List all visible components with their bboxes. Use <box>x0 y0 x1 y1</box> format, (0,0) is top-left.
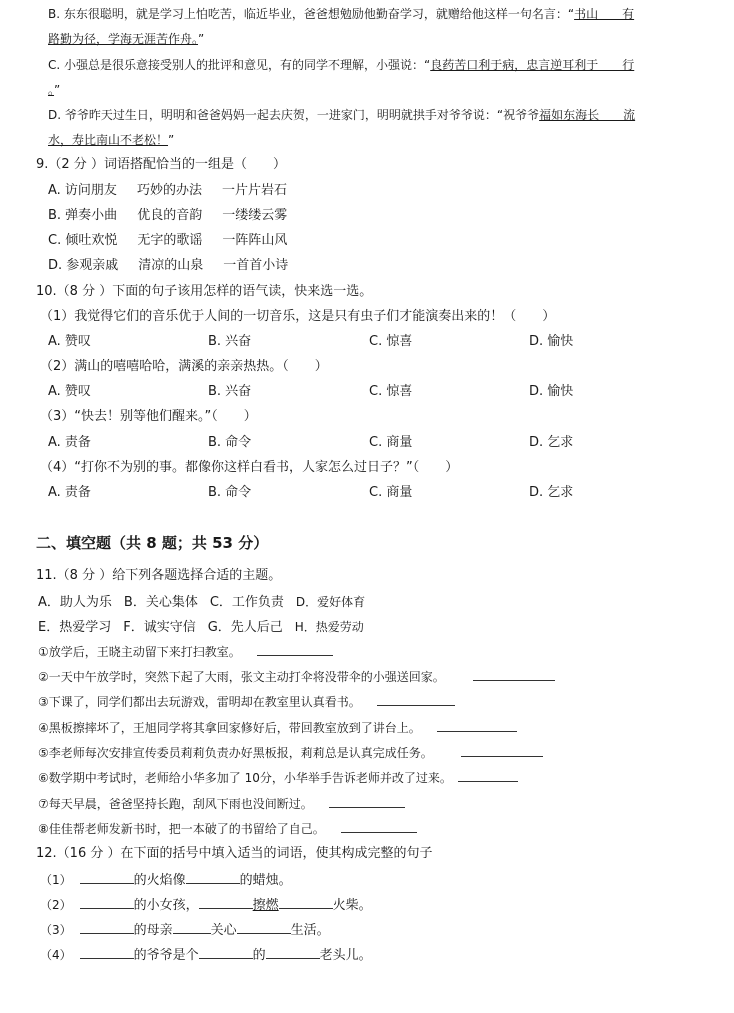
q11-item-1 <box>38 644 333 660</box>
q10-stem: 10.（8 分 ）下面的句子该用怎样的语气读，快来选一选。 <box>36 284 373 299</box>
q12-4-blank-1[interactable] <box>80 947 134 959</box>
q12-2-part-3: 火柴。 <box>332 898 372 913</box>
q12-1-part-1: 的火焰像 <box>133 873 186 888</box>
q10-sub3-option-d[interactable]: D. 乞求 <box>529 435 574 450</box>
q12-stem: 12.（16 分 ）在下面的括号中填入适当的词语，使其构成完整的句子 <box>36 846 433 861</box>
q11-themes-row1 <box>38 594 365 611</box>
theme-h: H．热爱劳动 <box>294 620 364 634</box>
q11-item-7 <box>38 796 405 812</box>
q9-c-w3: 一阵阵山风 <box>222 233 288 248</box>
q11-item-8 <box>38 821 417 837</box>
q8-b-end: ” <box>198 32 205 46</box>
q12-3-blank-3[interactable] <box>237 922 291 934</box>
q12-4-part-1: 的爷爷是个 <box>133 948 199 963</box>
q10-sub4-option-d[interactable]: D. 乞求 <box>529 485 574 500</box>
q11-item-1-text: ①放学后，王晓主动留下来打扫教室。 <box>38 645 241 659</box>
q11-answer-2[interactable] <box>473 669 555 681</box>
q10-sub2-option-a[interactable]: A. 赞叹 <box>48 384 91 399</box>
q11-item-3-text: ③下课了，同学们都出去玩游戏，雷明却在教室里认真看书。 <box>38 695 361 709</box>
q11-item-4-text: ④黑板擦摔坏了，王旭同学将其拿回家修好后，带回教室放到了讲台上。 <box>38 721 421 735</box>
q9-stem: 9.（2 分 ）词语搭配恰当的一组是（ ） <box>36 157 286 172</box>
q12-3-part-1: 的母亲 <box>133 923 173 938</box>
q8-d-end: ” <box>168 133 175 147</box>
q10-sub3-option-c[interactable]: C. 商量 <box>369 435 413 450</box>
q9-d-w3: 一首首小诗 <box>223 258 289 273</box>
q12-item-4 <box>40 947 372 964</box>
q10-sub4-option-c[interactable]: C. 商量 <box>369 485 413 500</box>
q11-answer-3[interactable] <box>377 694 455 706</box>
q10-sub2: （2）满山的嘻嘻哈哈，满溪的亲亲热热。（ ） <box>40 359 328 374</box>
q8-c-text: C. 小强总是很乐意接受别人的批评和意见，有的同学不理解，小强说：“ <box>48 58 431 72</box>
q11-themes-row2 <box>38 619 364 636</box>
q8-b-quote-cont: 路勤为径，学海无涯苦作舟。 <box>48 32 199 46</box>
q9-a-w1: A. 访问朋友 <box>48 183 117 198</box>
q11-item-6 <box>38 770 518 786</box>
q12-2-blank-3[interactable] <box>279 897 333 909</box>
q8-option-d-cont <box>48 132 174 148</box>
q11-answer-1[interactable] <box>257 644 333 656</box>
q11-answer-4[interactable] <box>437 720 517 732</box>
q9-a-w3: 一片片岩石 <box>221 183 287 198</box>
q11-item-7-text: ⑦每天早晨，爸爸坚持长跑，刮风下雨也没间断过。 <box>38 797 313 811</box>
q8-option-d <box>48 107 635 123</box>
q12-1-blank-1[interactable] <box>80 872 134 884</box>
q12-3-part-2: 关心 <box>210 923 237 938</box>
q9-d-w1: D. 参观亲戚 <box>48 258 119 273</box>
q10-sub4-option-a[interactable]: A. 责备 <box>48 485 91 500</box>
q11-answer-8[interactable] <box>341 821 417 833</box>
q11-answer-5[interactable] <box>461 745 543 757</box>
q12-4-part-3: 老头儿。 <box>319 948 372 963</box>
q11-item-5 <box>38 745 543 761</box>
theme-a: A．助人为乐 <box>38 595 112 610</box>
q8-c-quote: 良药苦口利于病，忠言逆耳利于 行 <box>430 58 635 72</box>
q10-sub3-option-a[interactable]: A. 责备 <box>48 435 91 450</box>
q10-sub1: （1）我觉得它们的音乐优于人间的一切音乐，这是只有虫子们才能演奏出来的！（ ） <box>40 309 556 324</box>
q11-item-5-text: ⑤李老师每次安排宣传委员莉莉负责办好黑板报，莉莉总是认真完成任务。 <box>38 746 433 760</box>
q8-option-b-cont <box>48 31 204 47</box>
q12-4-part-2: 的 <box>252 948 266 963</box>
q9-b-w2: 优良的音韵 <box>137 208 203 223</box>
q11-stem: 11.（8 分 ）给下列各题选择合适的主题。 <box>36 568 282 583</box>
q11-item-2-text: ②一天中午放学时，突然下起了大雨，张文主动打伞将没带伞的小强送回家。 <box>38 670 445 684</box>
q12-item-2-num: （2） <box>40 898 72 912</box>
theme-b: B．关心集体 <box>123 595 198 610</box>
q12-item-3 <box>40 922 330 939</box>
q9-option-c[interactable] <box>48 233 287 249</box>
q10-sub2-option-b[interactable]: B. 兴奋 <box>208 384 252 399</box>
q12-2-blank-2[interactable] <box>199 897 253 909</box>
theme-c: C．工作负责 <box>209 595 284 610</box>
q11-item-4 <box>38 720 517 736</box>
q8-d-quote-cont: 水，寿比南山不老松！ <box>48 133 169 147</box>
q12-2-part-2: 擦燃 <box>252 898 279 913</box>
q12-2-blank-1[interactable] <box>80 897 134 909</box>
q8-c-quote-cont: 。 <box>48 83 55 97</box>
q8-option-c-cont <box>48 82 60 98</box>
q9-option-a[interactable] <box>48 183 287 199</box>
q8-option-b <box>48 6 634 22</box>
q10-sub3-option-b[interactable]: B. 命令 <box>208 435 252 450</box>
q10-sub1-option-b[interactable]: B. 兴奋 <box>208 334 252 349</box>
q12-3-blank-2[interactable] <box>173 922 211 934</box>
q12-1-blank-2[interactable] <box>186 872 240 884</box>
q11-answer-7[interactable] <box>329 796 405 808</box>
q12-item-2 <box>40 897 372 914</box>
q10-sub2-option-c[interactable]: C. 惊喜 <box>369 384 413 399</box>
q10-sub4-option-b[interactable]: B. 命令 <box>208 485 252 500</box>
q9-option-b[interactable] <box>48 208 287 224</box>
q10-sub1-option-c[interactable]: C. 惊喜 <box>369 334 413 349</box>
theme-f: F．诚实守信 <box>123 620 196 635</box>
q10-sub3: （3）“快去！别等他们醒来。”（ ） <box>40 409 257 424</box>
q12-3-part-3: 生活。 <box>290 923 330 938</box>
q9-a-w2: 巧妙的办法 <box>136 183 202 198</box>
q12-3-blank-1[interactable] <box>80 922 134 934</box>
q12-item-3-num: （3） <box>40 923 72 937</box>
theme-g: G．先人后己 <box>207 620 283 635</box>
q9-d-w2: 清凉的山泉 <box>138 258 204 273</box>
q11-item-6-text: ⑥数学期中考试时，老师给小华多加了 10分，小华举手告诉老师并改了过来。 <box>38 771 452 785</box>
q10-sub1-option-a[interactable]: A. 赞叹 <box>48 334 91 349</box>
q8-option-c <box>48 57 634 73</box>
q8-b-quote: 书山 有 <box>574 7 635 21</box>
q11-item-3 <box>38 694 455 710</box>
q9-b-w1: B. 弹奏小曲 <box>48 208 118 223</box>
q9-b-w3: 一缕缕云雾 <box>222 208 288 223</box>
q12-1-part-2: 的蜡烛。 <box>239 873 292 888</box>
q10-sub1-option-d[interactable]: D. 愉快 <box>529 334 574 349</box>
q11-item-2 <box>38 669 555 685</box>
q9-c-w1: C. 倾吐欢悦 <box>48 233 118 248</box>
q12-item-4-num: （4） <box>40 948 72 962</box>
q8-d-quote: 福如东海长 流 <box>539 108 636 122</box>
q11-item-8-text: ⑧佳佳帮老师发新书时，把一本破了的书留给了自己。 <box>38 822 325 836</box>
q12-2-part-1: 的小女孩， <box>133 898 199 913</box>
q12-4-blank-2[interactable] <box>199 947 253 959</box>
q9-option-d[interactable] <box>48 258 288 274</box>
theme-e: E．热爱学习 <box>38 620 112 635</box>
theme-d: D．爱好体育 <box>295 595 366 609</box>
q8-d-text: D. 爷爷昨天过生日，明明和爸爸妈妈一起去庆贺，一进家门，明明就拱手对爷爷说：“祝爷爷 <box>48 108 540 122</box>
q10-sub4: （4）“打你不为别的事。都像你这样白看书，人家怎么过日子？”（ ） <box>40 460 459 475</box>
q11-answer-6[interactable] <box>458 770 518 782</box>
q12-4-blank-3[interactable] <box>266 947 320 959</box>
section-title: 二、填空题（共 8 题；共 53 分） <box>36 534 269 552</box>
q8-c-end: ” <box>54 83 61 97</box>
q9-c-w2: 无字的歌谣 <box>137 233 203 248</box>
q10-sub2-option-d[interactable]: D. 愉快 <box>529 384 574 399</box>
q12-item-1 <box>40 872 292 889</box>
q12-item-1-num: （1） <box>40 873 72 887</box>
q8-b-text: B. 东东很聪明，就是学习上怕吃苦，临近毕业，爸爸想勉励他勤奋学习，就赠给他这样一句名言：“ <box>48 7 575 21</box>
